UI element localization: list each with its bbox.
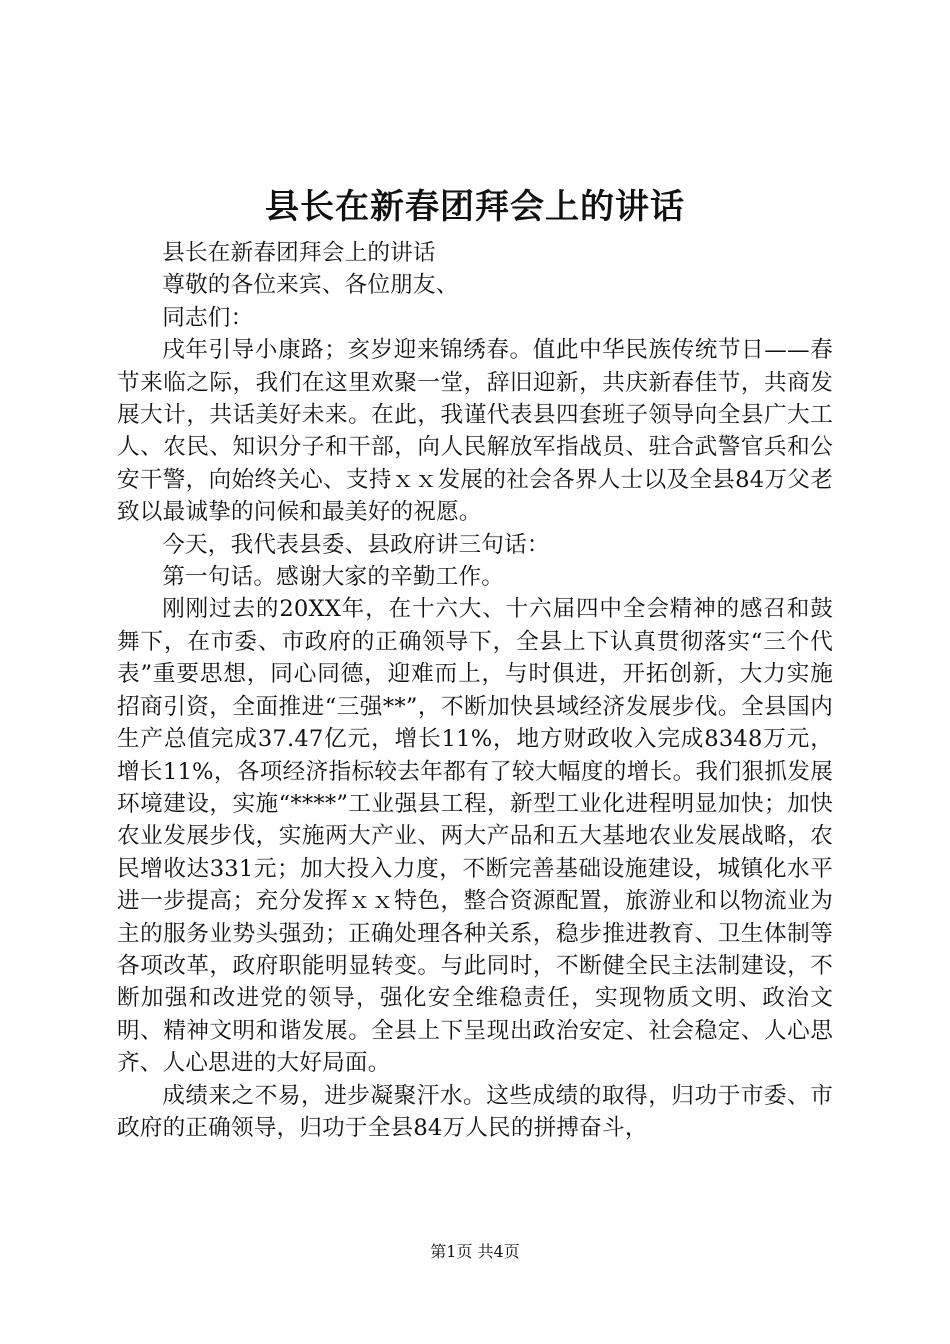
paragraph-salutation-1: 尊敬的各位来宾、各位朋友、 xyxy=(162,272,459,299)
page-number-footer: 第1页 共4页 xyxy=(430,1242,520,1261)
paragraph-achievements: 刚刚过去的20XX年，在十六大、十六届四中全会精神的感召和鼓舞下，在市委、市政府的正确领导下，全县上下认真贯彻落实“三个代表”重要思想，同心同德，迎难而上，与时俱进，开拓创新，大力实施招商引资，全面推进“三强**”，不断加快县域经济发展步伐。全县国内生产总值完成37.47亿元，增长11%，地方财政收入完成8348万元，增长11%，各项经济指标较去年都有了较大幅度的增长。我们狠抓发展环境建设，实施“****”工业强县工程，新型工业化进程明显加快；加快农业发展步伐，实施两大产业、两大产品和五大基地农业发展战略，农民增收达331元；加大投入力度，不断完善基础设施建设，城镇化水平进一步提高；充分发挥ｘｘ特色，整合资源配置，旅游业和以物流业为主的服务业势头强劲；正确处理各种关系，稳步推进教育、卫生体制等各项改革，政府职能明显转变。与此同时，不断健全民主法制建设，不断加强和改进党的领导，强化安全维稳责任，实现物质文明、政治文明、精神文明和谐发展。全县上下呈现出政治安定、社会稳定、人心思齐、人心思进的大好局面。 xyxy=(117,596,834,1077)
paragraph-first-point: 第一句话。感谢大家的辛勤工作。 xyxy=(162,564,505,591)
paragraph-greeting: 戌年引导小康路；亥岁迎来锦绣春。值此中华民族传统节日——春节来临之际，我们在这里欢聚一堂，辞旧迎新，共庆新春佳节，共商发展大计，共话美好未来。在此，我谨代表县四套班子领导向全县广大工人、农民、知识分子和干部，向人民解放军指战员、驻合武警官兵和公安干警，向始终关心、支持ｘｘ发展的社会各界人士以及全县84万父老致以最诚挚的问候和最美好的祝愿。 xyxy=(117,337,833,526)
paragraph-intro: 今天，我代表县委、县政府讲三句话： xyxy=(162,531,550,558)
document-body xyxy=(117,237,833,1144)
document-title: 县长在新春团拜会上的讲话 xyxy=(265,187,685,227)
paragraph-salutation-2: 同志们： xyxy=(162,304,254,331)
paragraph-heading-repeat: 县长在新春团拜会上的讲话 xyxy=(162,240,436,266)
paragraph-credit: 成绩来之不易，进步凝聚汗水。这些成绩的取得，归功于市委、市政府的正确领导，归功于全县84万人民的拼搏奋斗， xyxy=(117,1082,833,1141)
